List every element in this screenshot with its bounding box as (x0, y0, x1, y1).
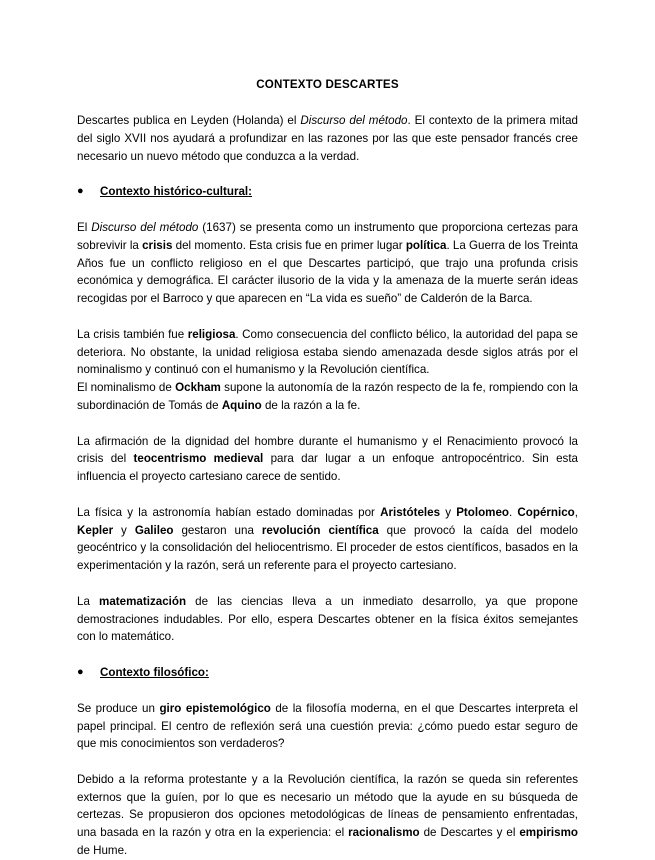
bold-term: Aristóteles (380, 505, 441, 519)
text: supone la autonomía de la razón respecto de la fe, rompiendo con la subordinación de Tomás de (77, 381, 578, 412)
text: Se produce un (77, 701, 160, 715)
bold-term: giro epistemológico (159, 701, 271, 715)
text: para dar lugar a un enfoque antropocéntrico. Sin esta influencia el proyecto cartesiano carece de sentido. (77, 452, 578, 484)
bold-term: Ockham (175, 381, 221, 395)
intro-paragraph (77, 112, 578, 165)
bold-term: Copérnico (517, 505, 575, 519)
paragraph-racionalismo-empirismo (77, 771, 578, 860)
document-page (77, 76, 578, 860)
text: . Como consecuencia del conflicto bélico, la autoridad del papa se deteriora. No obstante, la unidad religiosa estaba siendo amenazada desde siglos atrás por el nominalismo y continuó con el humanismo y la Revolución científica. (77, 327, 579, 377)
document-title: CONTEXTO DESCARTES (256, 78, 399, 91)
paragraph-humanismo (77, 433, 578, 486)
paragraph-crisis-politica (77, 219, 578, 308)
text: La física y la astronomía habían estado dominadas por (77, 505, 381, 519)
bold-term: Kepler (77, 523, 114, 537)
italic-text: Discurso del método (91, 220, 199, 234)
bold-term: Aquino (221, 398, 262, 412)
paragraph-nominalismo (77, 379, 578, 415)
paragraph-crisis-religiosa (77, 326, 578, 379)
text: de la razón a la fe. (261, 398, 361, 412)
paragraph-revolucion-cientifica (77, 504, 578, 575)
bold-term: revolución científica (261, 523, 379, 537)
text: , (574, 505, 578, 519)
bold-term: Galileo (134, 523, 174, 537)
text: de Hume. (77, 844, 128, 858)
bold-term: religiosa (187, 327, 236, 341)
bullet-icon: ● (77, 665, 84, 678)
text: gestaron una (173, 523, 262, 537)
text: (1637) se presenta como un instrumento que proporciona certezas para sobrevivir la (77, 220, 578, 252)
bold-term: crisis (142, 238, 173, 252)
section-heading-filosofico (77, 664, 578, 682)
section-heading-historico (77, 183, 578, 201)
text: La (77, 594, 100, 608)
intro-text: . El contexto de la primera mitad del siglo XVII nos ayudará a profundizar en las razones por las que este pensador francés cree necesario un nuevo método que conduzca a la verdad. (77, 114, 578, 163)
section-label: Contexto histórico-cultural (100, 185, 249, 199)
paragraph-giro-epistemologico (77, 700, 578, 753)
bold-term: racionalismo (348, 826, 420, 840)
paragraph-matematizacion (77, 593, 578, 646)
intro-italic-title: Discurso del método (300, 114, 408, 127)
text: El (77, 220, 92, 234)
section-label-suffix: : (248, 185, 253, 199)
text: . (509, 505, 518, 519)
text: que provocó la caída del modelo geocéntrico y la consolidación del heliocentrismo. El proceder de estos científicos, basados en la experimentación y la razón, será un referente para el proyecto cartesiano. (77, 523, 578, 573)
bold-term: Ptolomeo (456, 505, 510, 519)
bold-term: teocentrismo medieval (133, 452, 264, 466)
text: Debido a la reforma protestante y a la Revolución científica, la razón se queda sin referentes externos que la guíen, por lo que es necesario un método que la ayude en su búsqueda de certezas. Se propusieron dos opciones metodológicas de líneas de pensamiento enfrentadas, una basada en la razón y otra en la experiencia: el (77, 772, 578, 840)
text: . La Guerra de los Treinta Años fue un conflicto religioso en el que Descartes participó, que trajo una profunda crisis económica y demográfica. El carácter ilusorio de la vida y la amenaza de la muerte serán ideas recogidas por el Barroco y que aparecen en “La vida es sueño” de Calderón de la Barca. (77, 238, 578, 306)
section-label: Contexto filosófico: (100, 665, 209, 679)
text: del momento. Esta crisis fue en primer lugar (172, 238, 406, 252)
intro-text: Descartes publica en Leyden (Holanda) el (77, 114, 301, 127)
bold-term: matematización (99, 594, 187, 608)
text: y (113, 523, 135, 537)
text: La afirmación de la dignidad del hombre durante el humanismo y el Renacimiento provocó la crisis del (77, 434, 578, 466)
bold-term: empirismo (519, 826, 578, 840)
text: y (440, 505, 457, 519)
text: de la filosofía moderna, en el que Descartes interpreta el papel principal. El centro de reflexión será una cuestión previa: ¿cómo puedo estar seguro de que mis conocimientos son verdaderos? (77, 701, 579, 751)
text: La crisis también fue (77, 327, 188, 341)
bold-term: política (405, 238, 447, 252)
text: de las ciencias lleva a un inmediato desarrollo, ya que propone demostraciones indudables. Por ello, espera Descartes obtener en la física éxitos semejantes con lo matemático. (77, 594, 578, 644)
text: de Descartes y el (419, 826, 520, 840)
text: El nominalismo de (77, 381, 176, 395)
bullet-icon: ● (77, 185, 84, 198)
